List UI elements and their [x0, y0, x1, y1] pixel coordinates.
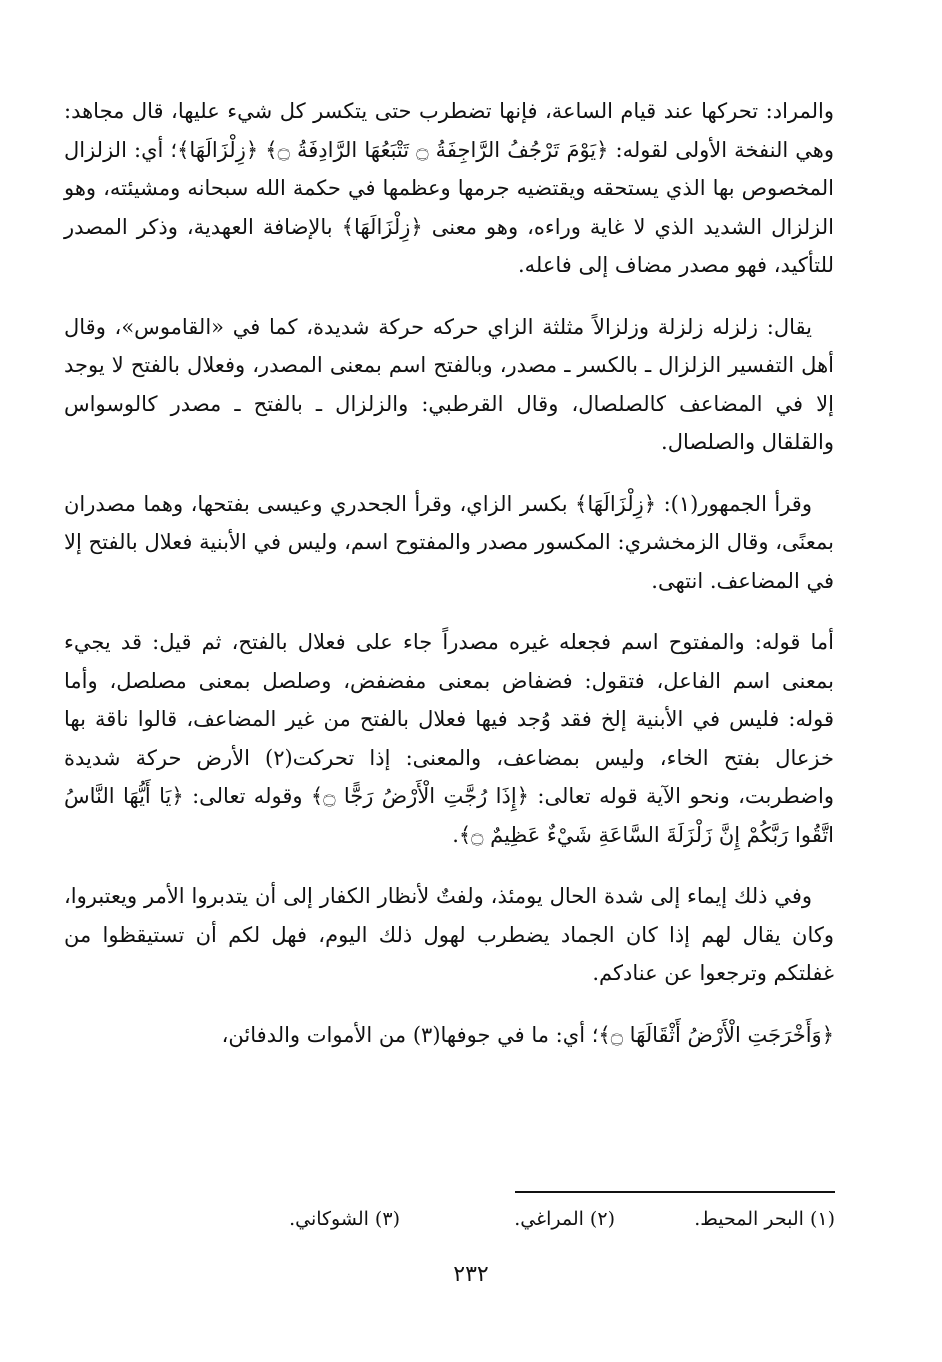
footnote-1: (١) البحر المحيط. — [694, 1208, 835, 1230]
paragraph-5: وفي ذلك إيماء إلى شدة الحال يومئذ، ولفتٌ لأنظار الكفار إلى أن يتدبروا الأمر ويعتبروا، وكان يقال لهم إذا كان الجماد يضطرب لهول ذلك اليوم، فهل لكم أن تستيقظوا من غفلتكم وترجعوا عن عنادكم. — [64, 884, 834, 985]
footnote-2: (٢) المراغي. — [514, 1208, 615, 1230]
paragraph-2: يقال: زلزله زلزلة وزلزالاً مثلثة الزاي حركه حركة شديدة، كما في «القاموس»، وقال أهل التفسير الزلزال ـ بالكسر ـ مصدر، وبالفتح اسم بمعنى المصدر، وفعلال بالفتح لا يوجد إلا في المضاعف كالصلصال، وقال القرطبي: والزلزال ـ بالفتح ـ مصدر كالوسواس والقلقال والصلصال. — [64, 314, 834, 454]
main-text — [64, 92, 834, 1077]
paragraph-3: وقرأ الجمهور(١): ﴿زِلْزَالَهَا﴾ بكسر الزاي، وقرأ الجحدري وعيسى بفتحها، وهما مصدران بمعنًى، وقال الزمخشري: المكسور مصدر والمفتوح اسم، وليس في الأبنية فعلال بالفتح إلا في المضاعف. انتهى. — [64, 491, 834, 593]
paragraph-4: أما قوله: والمفتوح اسم فجعله غيره مصدراً جاء على فعلال بالفتح، ثم قيل: قد يجيء بمعنى اسم الفاعل، فتقول: فضفاض بمعنى مفضفض، وصلصل بمعنى مصلصل، وأما قوله: فليس في الأبنية إلخ فقد وُجد فيها فعلال بالفتح من غير المضاعف، قالوا ناقة بها خزعال بفتح الخاء، وليس بمضاعف، والمعنى: إذا تحركت(٢) الأرض حركة شديدة واضطربت، ونحو الآية قوله تعالى: ﴿إِذَا رُجَّتِ الْأَرْضُ رَجًّا ۝﴾ وقوله تعالى: ﴿يَا أَيُّهَا النَّاسُ اتَّقُوا رَبَّكُمْ إِنَّ زَلْزَلَةَ السَّاعَةِ شَيْءٌ عَظِيمٌ ۝﴾. — [64, 630, 834, 847]
footnote-3: (٣) الشوكاني. — [289, 1208, 400, 1230]
paragraph-1: والمراد: تحركها عند قيام الساعة، فإنها تضطرب حتى يتكسر كل شيء عليها، قال مجاهد: وهي النفخة الأولى لقوله: ﴿يَوْمَ تَرْجُفُ الرَّاجِفَةُ ۝ تَتْبَعُهَا الرَّادِفَةُ ۝﴾ ﴿زِلْزَالَهَا﴾؛ أي: الزلزال المخصوص بها الذي يستحقه ويقتضيه جرمها وعظمها في حكمة الله سبحانه ومشيئته، وهو الزلزال الشديد الذي لا غاية وراءه، وهو معنى ﴿زِلْزَالَهَا﴾ بالإضافة العهدية، وذكر المصدر للتأكيد، فهو مصدر مضاف إلى فاعله. — [64, 99, 834, 277]
page-number: ٢٣٢ — [453, 1262, 489, 1287]
footnote-divider — [515, 1191, 835, 1193]
footnotes — [140, 1208, 835, 1230]
paragraph-6: ﴿وَأَخْرَجَتِ الْأَرْضُ أَثْقَالَهَا ۝﴾؛ أي: ما في جوفها(٣) من الأموات والدفائن، — [221, 1022, 834, 1047]
